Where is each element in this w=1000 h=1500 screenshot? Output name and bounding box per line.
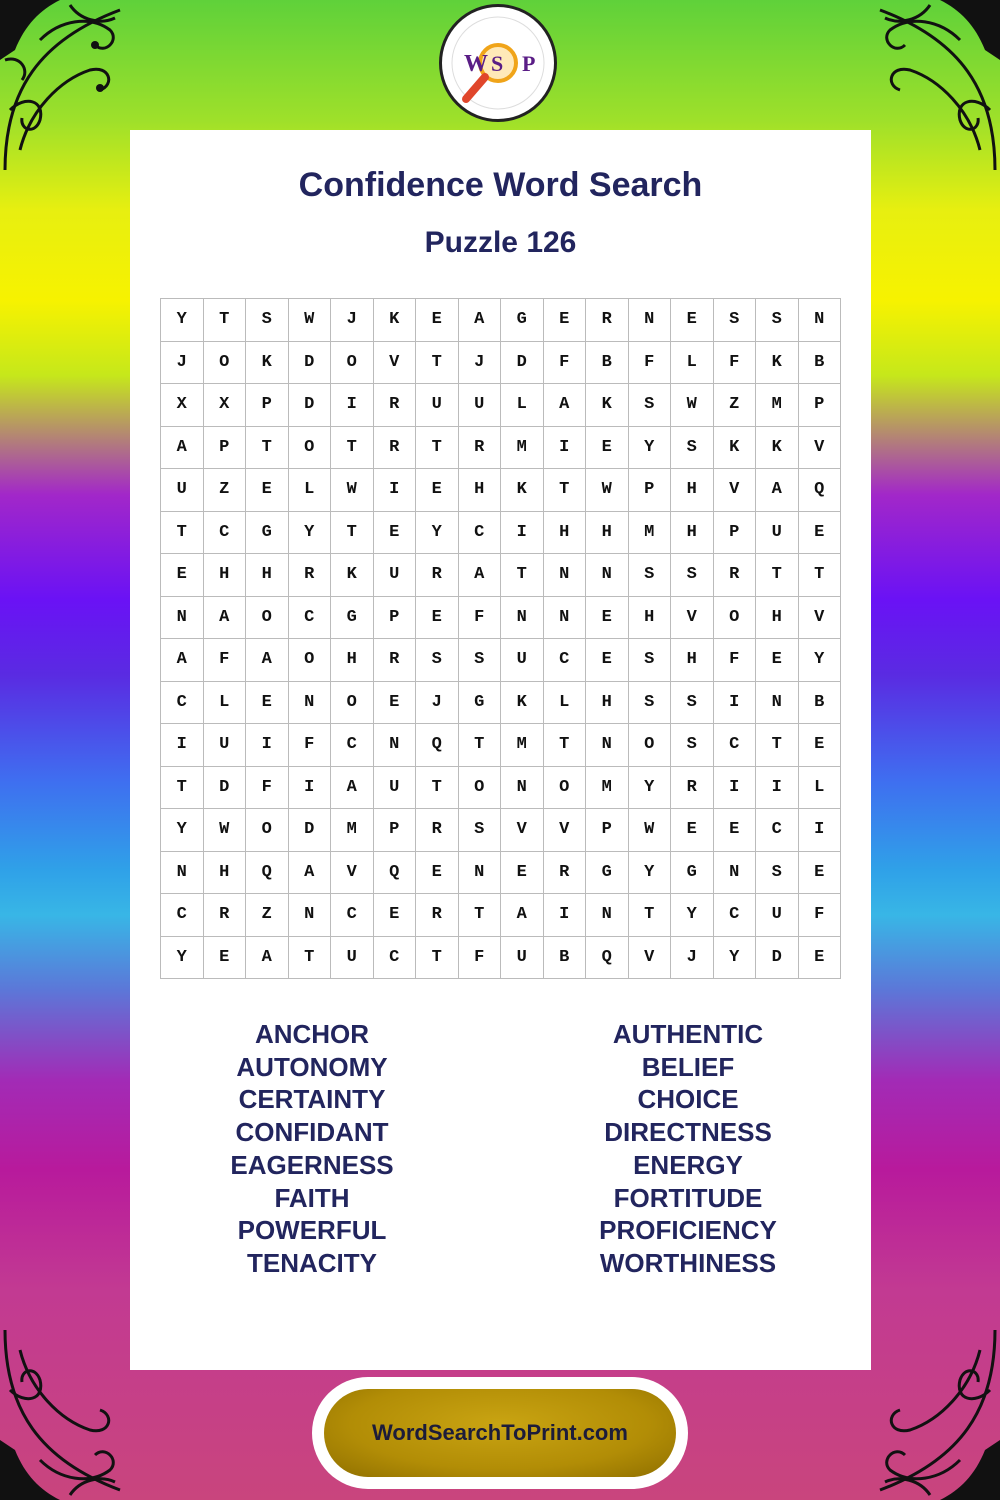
grid-cell[interactable]: S <box>629 384 672 427</box>
grid-cell[interactable]: J <box>416 682 459 725</box>
grid-cell[interactable]: O <box>459 767 502 810</box>
grid-cell[interactable]: J <box>671 937 714 980</box>
grid-cell[interactable]: M <box>501 724 544 767</box>
grid-cell[interactable]: R <box>204 894 247 937</box>
grid-cell[interactable]: Z <box>246 894 289 937</box>
grid-cell[interactable]: D <box>289 384 332 427</box>
grid-cell[interactable]: K <box>756 427 799 470</box>
grid-cell[interactable]: R <box>714 554 757 597</box>
grid-cell[interactable]: H <box>586 512 629 555</box>
grid-cell[interactable]: P <box>799 384 842 427</box>
grid-cell[interactable]: U <box>416 384 459 427</box>
grid-cell[interactable]: M <box>501 427 544 470</box>
grid-cell[interactable]: E <box>586 427 629 470</box>
grid-cell[interactable]: R <box>416 809 459 852</box>
word-list-item: EAGERNESS <box>230 1149 394 1180</box>
grid-cell[interactable]: I <box>289 767 332 810</box>
grid-cell[interactable]: Y <box>671 894 714 937</box>
grid-cell[interactable]: Y <box>799 639 842 682</box>
word-list-item: FORTITUDE <box>613 1182 763 1213</box>
grid-cell[interactable]: Y <box>289 512 332 555</box>
grid-cell[interactable]: P <box>374 597 417 640</box>
grid-cell[interactable]: W <box>671 384 714 427</box>
grid-cell[interactable]: U <box>756 512 799 555</box>
grid-cell[interactable]: O <box>714 597 757 640</box>
grid-cell[interactable]: C <box>161 682 204 725</box>
grid-cell[interactable]: Y <box>629 767 672 810</box>
grid-cell[interactable]: A <box>501 894 544 937</box>
grid-cell[interactable]: L <box>544 682 587 725</box>
grid-cell[interactable]: O <box>246 597 289 640</box>
grid-cell[interactable]: H <box>331 639 374 682</box>
grid-cell[interactable]: H <box>586 682 629 725</box>
grid-cell[interactable]: P <box>586 809 629 852</box>
grid-cell[interactable]: I <box>246 724 289 767</box>
grid-cell[interactable]: F <box>204 639 247 682</box>
grid-cell[interactable]: T <box>799 554 842 597</box>
grid-cell[interactable]: H <box>671 639 714 682</box>
grid-cell[interactable]: I <box>501 512 544 555</box>
grid-cell[interactable]: B <box>586 342 629 385</box>
grid-cell[interactable]: S <box>671 724 714 767</box>
grid-cell[interactable]: M <box>586 767 629 810</box>
grid-cell[interactable]: O <box>246 809 289 852</box>
grid-cell[interactable]: H <box>459 469 502 512</box>
grid-cell[interactable]: N <box>586 554 629 597</box>
grid-cell[interactable]: S <box>629 554 672 597</box>
grid-cell[interactable]: N <box>459 852 502 895</box>
grid-cell[interactable]: N <box>501 767 544 810</box>
grid-cell[interactable]: R <box>416 554 459 597</box>
grid-cell[interactable]: E <box>416 852 459 895</box>
grid-cell[interactable]: E <box>374 682 417 725</box>
grid-cell[interactable]: E <box>586 639 629 682</box>
grid-cell[interactable]: E <box>204 937 247 980</box>
grid-cell[interactable]: A <box>331 767 374 810</box>
grid-cell[interactable]: C <box>714 724 757 767</box>
grid-cell[interactable]: A <box>246 937 289 980</box>
grid-cell[interactable]: N <box>799 299 842 342</box>
grid-cell[interactable]: R <box>374 639 417 682</box>
grid-cell[interactable]: E <box>544 299 587 342</box>
grid-cell[interactable]: N <box>586 894 629 937</box>
grid-cell[interactable]: U <box>204 724 247 767</box>
grid-cell[interactable]: F <box>629 342 672 385</box>
grid-cell[interactable]: E <box>799 512 842 555</box>
grid-cell[interactable]: Y <box>416 512 459 555</box>
grid-cell[interactable]: S <box>756 852 799 895</box>
grid-cell[interactable]: L <box>204 682 247 725</box>
grid-cell[interactable]: E <box>799 937 842 980</box>
grid-cell[interactable]: H <box>246 554 289 597</box>
site-banner-pill[interactable] <box>324 1389 676 1477</box>
grid-cell[interactable]: B <box>799 342 842 385</box>
grid-cell[interactable]: H <box>204 852 247 895</box>
grid-cell[interactable]: H <box>671 512 714 555</box>
grid-cell[interactable]: V <box>374 342 417 385</box>
grid-cell[interactable]: S <box>459 809 502 852</box>
word-list-item: BELIEF <box>641 1051 735 1082</box>
grid-cell[interactable]: E <box>416 469 459 512</box>
grid-cell[interactable]: E <box>161 554 204 597</box>
grid-cell[interactable]: H <box>204 554 247 597</box>
grid-cell[interactable]: A <box>246 639 289 682</box>
grid-cell[interactable]: T <box>331 427 374 470</box>
grid-cell[interactable]: H <box>629 597 672 640</box>
grid-cell[interactable]: R <box>544 852 587 895</box>
grid-cell[interactable]: K <box>331 554 374 597</box>
grid-cell[interactable]: N <box>756 682 799 725</box>
grid-cell[interactable]: Y <box>161 937 204 980</box>
word-list-item: TENACITY <box>247 1247 377 1278</box>
grid-cell[interactable]: A <box>459 554 502 597</box>
grid-cell[interactable]: W <box>331 469 374 512</box>
grid-cell[interactable]: C <box>331 894 374 937</box>
grid-cell[interactable]: U <box>161 469 204 512</box>
grid-cell[interactable]: Y <box>161 809 204 852</box>
grid-cell[interactable]: A <box>161 639 204 682</box>
grid-cell[interactable]: Z <box>714 384 757 427</box>
grid-cell[interactable]: J <box>161 342 204 385</box>
grid-cell[interactable]: E <box>374 894 417 937</box>
grid-cell[interactable]: R <box>671 767 714 810</box>
word-list-item: FAITH <box>274 1182 350 1213</box>
puzzle-number: Puzzle 126 <box>424 226 577 259</box>
grid-cell[interactable]: C <box>204 512 247 555</box>
grid-cell[interactable]: F <box>714 639 757 682</box>
grid-cell[interactable]: K <box>246 342 289 385</box>
grid-cell[interactable]: S <box>671 427 714 470</box>
grid-cell[interactable]: F <box>289 724 332 767</box>
grid-cell[interactable]: U <box>374 767 417 810</box>
grid-cell[interactable]: Y <box>629 852 672 895</box>
grid-cell[interactable]: C <box>756 809 799 852</box>
word-list-item: DIRECTNESS <box>604 1117 772 1148</box>
grid-cell[interactable]: I <box>161 724 204 767</box>
grid-cell[interactable]: R <box>374 384 417 427</box>
word-list-item: CHOICE <box>637 1084 739 1115</box>
grid-cell[interactable]: R <box>374 427 417 470</box>
site-banner[interactable] <box>312 1377 688 1489</box>
word-list-item: PROFICIENCY <box>599 1215 777 1246</box>
grid-cell[interactable]: C <box>459 512 502 555</box>
grid-cell[interactable]: E <box>416 299 459 342</box>
logo-letter-s: S <box>491 51 504 76</box>
grid-cell[interactable]: K <box>501 469 544 512</box>
grid-cell[interactable]: Z <box>204 469 247 512</box>
grid-cell[interactable]: L <box>799 767 842 810</box>
grid-cell[interactable]: P <box>629 469 672 512</box>
grid-cell[interactable]: V <box>629 937 672 980</box>
grid-cell[interactable]: N <box>161 852 204 895</box>
grid-cell[interactable]: A <box>756 469 799 512</box>
grid-cell[interactable]: W <box>204 809 247 852</box>
grid-cell[interactable]: N <box>289 894 332 937</box>
grid-cell[interactable]: Y <box>629 427 672 470</box>
grid-cell[interactable]: T <box>416 937 459 980</box>
grid-cell[interactable]: W <box>289 299 332 342</box>
grid-cell[interactable]: F <box>459 597 502 640</box>
grid-cell[interactable]: N <box>586 724 629 767</box>
grid-cell[interactable]: I <box>714 682 757 725</box>
grid-cell[interactable]: T <box>544 469 587 512</box>
grid-cell[interactable]: A <box>204 597 247 640</box>
grid-cell[interactable]: I <box>714 767 757 810</box>
grid-cell[interactable]: P <box>246 384 289 427</box>
grid-cell[interactable]: E <box>799 724 842 767</box>
grid-cell[interactable]: S <box>416 639 459 682</box>
grid-cell[interactable]: V <box>799 597 842 640</box>
grid-cell[interactable]: U <box>501 937 544 980</box>
grid-cell[interactable]: V <box>714 469 757 512</box>
grid-cell[interactable]: V <box>331 852 374 895</box>
grid-cell[interactable]: T <box>544 724 587 767</box>
grid-cell[interactable]: K <box>756 342 799 385</box>
grid-cell[interactable]: P <box>204 427 247 470</box>
grid-cell[interactable]: Y <box>714 937 757 980</box>
grid-cell[interactable]: P <box>714 512 757 555</box>
grid-cell[interactable]: T <box>161 512 204 555</box>
grid-cell[interactable]: X <box>204 384 247 427</box>
site-link[interactable]: WordSearchToPrint.com <box>372 1420 628 1445</box>
word-list-item: ENERGY <box>633 1149 743 1180</box>
grid-cell[interactable]: O <box>331 342 374 385</box>
grid-cell[interactable]: O <box>544 767 587 810</box>
grid-cell[interactable]: U <box>374 554 417 597</box>
grid-cell[interactable]: W <box>629 809 672 852</box>
wsp-logo[interactable] <box>439 4 557 122</box>
grid-cell[interactable]: L <box>501 384 544 427</box>
grid-cell[interactable]: V <box>544 809 587 852</box>
grid-cell[interactable]: F <box>799 894 842 937</box>
grid-cell[interactable]: K <box>714 427 757 470</box>
grid-cell[interactable]: E <box>799 852 842 895</box>
logo-letter-p: P <box>522 51 536 76</box>
grid-cell[interactable]: S <box>246 299 289 342</box>
grid-cell[interactable]: T <box>756 554 799 597</box>
grid-cell[interactable]: S <box>714 299 757 342</box>
grid-cell[interactable]: U <box>331 937 374 980</box>
grid-cell[interactable]: R <box>586 299 629 342</box>
grid-cell[interactable]: S <box>459 639 502 682</box>
grid-cell[interactable]: V <box>799 427 842 470</box>
grid-cell[interactable]: E <box>586 597 629 640</box>
grid-cell[interactable]: C <box>331 724 374 767</box>
grid-cell[interactable]: I <box>799 809 842 852</box>
grid-cell[interactable]: S <box>671 554 714 597</box>
grid-cell[interactable]: R <box>416 894 459 937</box>
grid-cell[interactable]: Y <box>161 299 204 342</box>
grid-cell[interactable]: E <box>416 597 459 640</box>
grid-cell[interactable]: O <box>289 639 332 682</box>
grid-cell[interactable]: T <box>629 894 672 937</box>
grid-cell[interactable]: G <box>501 299 544 342</box>
grid-cell[interactable]: C <box>714 894 757 937</box>
grid-cell[interactable]: Q <box>374 852 417 895</box>
grid-cell[interactable]: N <box>161 597 204 640</box>
grid-cell[interactable]: D <box>756 937 799 980</box>
grid-cell[interactable]: G <box>246 512 289 555</box>
word-list-item: POWERFUL <box>237 1215 387 1246</box>
grid-cell[interactable]: T <box>416 767 459 810</box>
grid-cell[interactable]: Q <box>246 852 289 895</box>
grid-cell[interactable]: F <box>246 767 289 810</box>
grid-cell[interactable]: B <box>544 937 587 980</box>
grid-cell[interactable]: R <box>289 554 332 597</box>
grid-cell[interactable]: U <box>756 894 799 937</box>
grid-cell[interactable]: F <box>459 937 502 980</box>
grid-cell[interactable]: E <box>671 809 714 852</box>
grid-cell[interactable]: O <box>289 427 332 470</box>
grid-cell[interactable]: W <box>586 469 629 512</box>
grid-cell[interactable]: E <box>671 299 714 342</box>
grid-cell[interactable]: R <box>459 427 502 470</box>
grid-cell[interactable]: F <box>714 342 757 385</box>
grid-cell[interactable]: O <box>629 724 672 767</box>
grid-cell[interactable]: A <box>459 299 502 342</box>
grid-cell[interactable]: E <box>246 469 289 512</box>
grid-cell[interactable]: T <box>459 894 502 937</box>
grid-cell[interactable]: K <box>586 384 629 427</box>
grid-cell[interactable]: E <box>714 809 757 852</box>
grid-cell[interactable]: C <box>289 597 332 640</box>
grid-cell[interactable]: X <box>161 384 204 427</box>
grid-cell[interactable]: L <box>671 342 714 385</box>
grid-cell[interactable]: T <box>246 427 289 470</box>
grid-cell[interactable]: T <box>204 299 247 342</box>
word-list-item: AUTONOMY <box>236 1051 388 1082</box>
grid-cell[interactable]: T <box>289 937 332 980</box>
grid-cell[interactable]: E <box>756 639 799 682</box>
grid-cell[interactable]: K <box>374 299 417 342</box>
grid-cell[interactable]: N <box>501 597 544 640</box>
grid-cell[interactable]: J <box>331 299 374 342</box>
grid-cell[interactable]: K <box>501 682 544 725</box>
word-list-item: CERTAINTY <box>238 1084 386 1115</box>
grid-cell[interactable]: I <box>331 384 374 427</box>
word-list-item: WORTHINESS <box>599 1247 777 1278</box>
grid-cell[interactable]: L <box>289 469 332 512</box>
word-list-item: CONFIDANT <box>235 1117 389 1148</box>
word-list-right <box>538 1018 838 1280</box>
grid-cell[interactable]: H <box>756 597 799 640</box>
grid-cell[interactable]: T <box>756 724 799 767</box>
grid-cell[interactable]: T <box>331 512 374 555</box>
grid-cell[interactable]: Q <box>416 724 459 767</box>
grid-cell[interactable]: S <box>671 682 714 725</box>
grid-cell[interactable]: T <box>161 767 204 810</box>
word-list-item: ANCHOR <box>254 1019 370 1049</box>
grid-cell[interactable]: E <box>374 512 417 555</box>
grid-cell[interactable]: S <box>756 299 799 342</box>
grid-cell[interactable]: N <box>289 682 332 725</box>
grid-cell[interactable]: O <box>331 682 374 725</box>
grid-cell[interactable]: C <box>374 937 417 980</box>
grid-cell[interactable]: G <box>459 682 502 725</box>
grid-cell[interactable]: I <box>374 469 417 512</box>
grid-cell[interactable]: H <box>544 512 587 555</box>
grid-cell[interactable]: E <box>501 852 544 895</box>
grid-cell[interactable]: V <box>501 809 544 852</box>
grid-cell[interactable]: M <box>331 809 374 852</box>
grid-cell[interactable]: E <box>246 682 289 725</box>
grid-cell[interactable]: D <box>501 342 544 385</box>
grid-cell[interactable]: D <box>204 767 247 810</box>
grid-cell[interactable]: Q <box>586 937 629 980</box>
grid-cell[interactable]: G <box>331 597 374 640</box>
grid-cell[interactable]: M <box>629 512 672 555</box>
grid-cell[interactable]: I <box>544 427 587 470</box>
grid-cell[interactable]: T <box>416 342 459 385</box>
grid-cell[interactable]: G <box>671 852 714 895</box>
grid-cell[interactable]: G <box>586 852 629 895</box>
logo-letter-w: W <box>464 51 488 77</box>
grid-cell[interactable]: N <box>544 554 587 597</box>
grid-cell[interactable]: F <box>544 342 587 385</box>
grid-cell[interactable]: T <box>501 554 544 597</box>
grid-cell[interactable]: U <box>501 639 544 682</box>
grid-cell[interactable]: S <box>629 682 672 725</box>
page-title: Confidence Word Search <box>298 166 703 204</box>
grid-cell[interactable]: J <box>459 342 502 385</box>
grid-cell[interactable]: U <box>459 384 502 427</box>
grid-cell[interactable]: T <box>459 724 502 767</box>
grid-cell[interactable]: A <box>544 384 587 427</box>
grid-cell[interactable]: V <box>671 597 714 640</box>
grid-cell[interactable]: D <box>289 342 332 385</box>
grid-cell[interactable]: I <box>756 767 799 810</box>
grid-cell[interactable]: O <box>204 342 247 385</box>
grid-cell[interactable]: C <box>544 639 587 682</box>
letter-grid <box>160 298 841 979</box>
word-list-item: AUTHENTIC <box>612 1019 764 1049</box>
grid-cell[interactable]: N <box>374 724 417 767</box>
grid-cell[interactable]: D <box>289 809 332 852</box>
grid-cell[interactable]: M <box>756 384 799 427</box>
grid-cell[interactable]: Q <box>799 469 842 512</box>
grid-cell[interactable]: B <box>799 682 842 725</box>
grid-cell[interactable]: H <box>671 469 714 512</box>
grid-cell[interactable]: N <box>544 597 587 640</box>
grid-cell[interactable]: A <box>161 427 204 470</box>
grid-cell[interactable]: N <box>629 299 672 342</box>
grid-cell[interactable]: P <box>374 809 417 852</box>
grid-cell[interactable]: T <box>416 427 459 470</box>
grid-cell[interactable]: C <box>161 894 204 937</box>
grid-cell[interactable]: N <box>714 852 757 895</box>
word-list-left <box>162 1018 462 1280</box>
grid-cell[interactable]: I <box>544 894 587 937</box>
grid-cell[interactable]: A <box>289 852 332 895</box>
grid-cell[interactable]: S <box>629 639 672 682</box>
